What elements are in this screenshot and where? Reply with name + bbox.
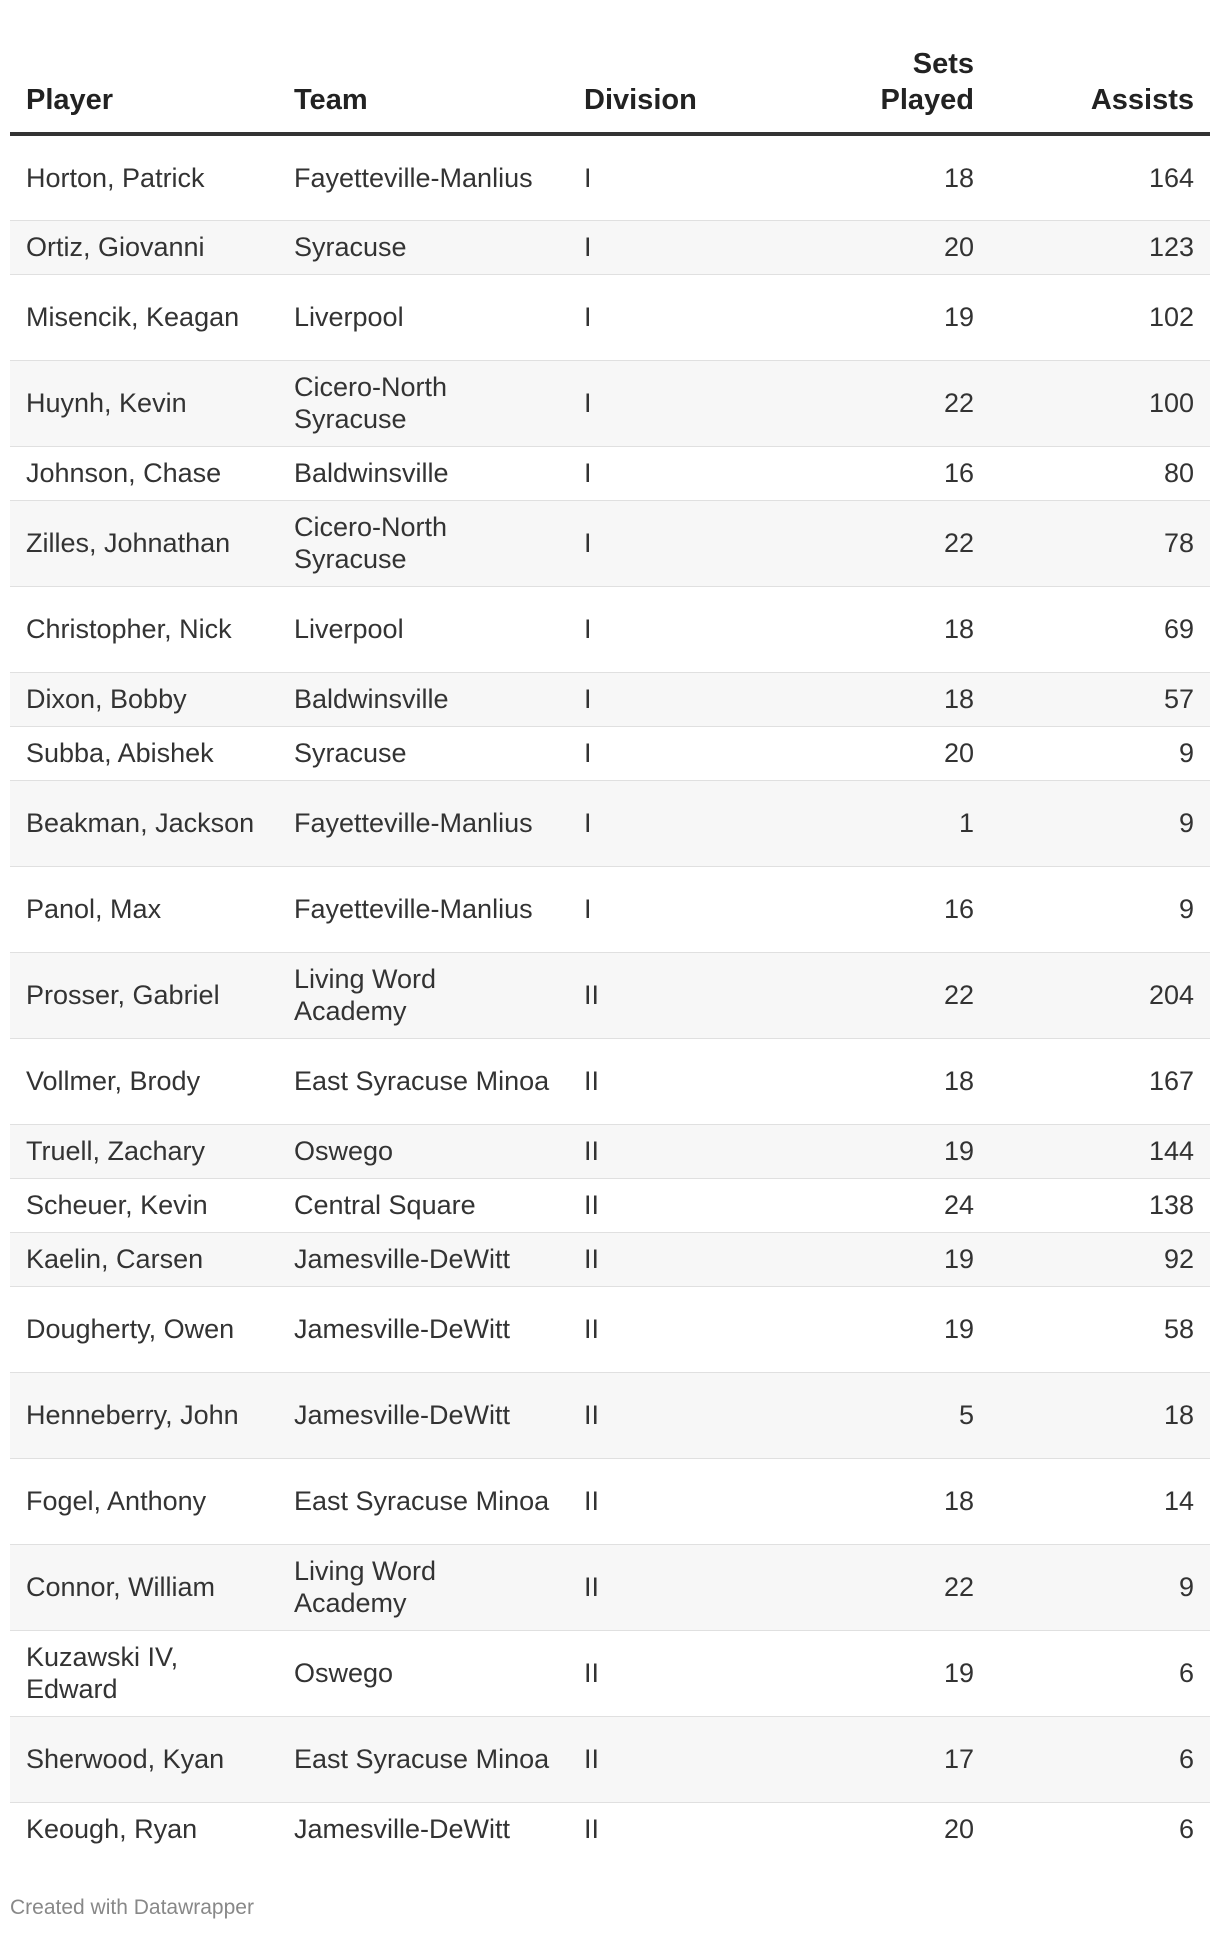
cell-assists: 9 bbox=[990, 780, 1210, 866]
cell-team: Jamesville-DeWitt bbox=[278, 1372, 568, 1458]
cell-assists: 9 bbox=[990, 1544, 1210, 1630]
cell-division: II bbox=[568, 1232, 720, 1286]
cell-division: II bbox=[568, 1038, 720, 1124]
cell-sets-played: 20 bbox=[943, 1814, 974, 1845]
cell-assists: 58 bbox=[990, 1286, 1210, 1372]
sets-played-header-text: Sets Played bbox=[880, 48, 974, 116]
cell-player: Misencik, Keagan bbox=[10, 274, 278, 360]
table-row bbox=[10, 726, 1210, 780]
cell-player: Dixon, Bobby bbox=[10, 672, 278, 726]
cell-sets-played: 17 bbox=[720, 1716, 990, 1802]
cell-team: East Syracuse Minoa bbox=[278, 1038, 568, 1124]
cell-assists: 18 bbox=[990, 1372, 1210, 1458]
cell-division: I bbox=[568, 500, 720, 586]
cell-assists: 6 bbox=[990, 1630, 1210, 1716]
cell-player: Subba, Abishek bbox=[10, 726, 278, 780]
column-header-team[interactable]: Team bbox=[278, 0, 568, 134]
cell-sets-played: 16 bbox=[720, 866, 990, 952]
cell-assists: 80 bbox=[990, 446, 1210, 500]
cell-team: Baldwinsville bbox=[278, 446, 568, 500]
cell-sets-played: 22 bbox=[720, 1544, 990, 1630]
cell-player: Ortiz, Giovanni bbox=[10, 220, 278, 274]
cell-team: Living Word Academy bbox=[278, 952, 568, 1038]
assists-table bbox=[10, 0, 1210, 1856]
cell-assists: 92 bbox=[990, 1232, 1210, 1286]
cell-division: I bbox=[568, 446, 720, 500]
cell-team: Cicero-North Syracuse bbox=[278, 500, 568, 586]
cell-player: Kuzawski IV, Edward bbox=[10, 1630, 278, 1716]
cell-assists: 9 bbox=[990, 726, 1210, 780]
cell-assists: 138 bbox=[990, 1178, 1210, 1232]
credit-footer: Created with Datawrapper bbox=[10, 1896, 254, 1919]
cell-player: Sherwood, Kyan bbox=[10, 1716, 278, 1802]
cell-team: Jamesville-DeWitt bbox=[278, 1232, 568, 1286]
cell-team: Oswego bbox=[278, 1630, 568, 1716]
cell-player: Christopher, Nick bbox=[10, 586, 278, 672]
cell-team: Jamesville-DeWitt bbox=[278, 1286, 568, 1372]
cell-team: Fayetteville-Manlius bbox=[278, 780, 568, 866]
cell-division: II bbox=[568, 1372, 720, 1458]
cell-assists: 144 bbox=[990, 1124, 1210, 1178]
cell-team: Fayetteville-Manlius bbox=[278, 134, 568, 220]
column-header-assists[interactable]: Assists bbox=[990, 0, 1210, 134]
cell-division: I bbox=[568, 780, 720, 866]
table-row bbox=[10, 1544, 1210, 1630]
cell-assists: 167 bbox=[990, 1038, 1210, 1124]
cell-player: Scheuer, Kevin bbox=[10, 1178, 278, 1232]
cell-player: Kaelin, Carsen bbox=[10, 1232, 278, 1286]
cell-player: Beakman, Jackson bbox=[10, 780, 278, 866]
cell-sets-played: 19 bbox=[720, 1286, 990, 1372]
cell-division: I bbox=[568, 586, 720, 672]
cell-assists: 204 bbox=[990, 952, 1210, 1038]
header-row bbox=[10, 0, 1210, 134]
cell-assists: 69 bbox=[990, 586, 1210, 672]
cell-sets-played: 18 bbox=[720, 672, 990, 726]
cell-sets-played: 22 bbox=[720, 952, 990, 1038]
cell-sets-played: 18 bbox=[720, 1038, 990, 1124]
table-row bbox=[10, 446, 1210, 500]
cell-player: Henneberry, John bbox=[10, 1372, 278, 1458]
cell-player: Vollmer, Brody bbox=[10, 1038, 278, 1124]
cell-assists: 102 bbox=[990, 274, 1210, 360]
table-row bbox=[10, 360, 1210, 446]
cell-division: I bbox=[568, 726, 720, 780]
cell-team: East Syracuse Minoa bbox=[278, 1458, 568, 1544]
cell-sets-played: 18 bbox=[720, 134, 990, 220]
cell-team: Oswego bbox=[278, 1124, 568, 1178]
table-row bbox=[10, 220, 1210, 274]
table-row bbox=[10, 780, 1210, 866]
table-row bbox=[10, 134, 1210, 220]
table-row bbox=[10, 952, 1210, 1038]
table-row bbox=[10, 1124, 1210, 1178]
cell-assists: 164 bbox=[990, 134, 1210, 220]
cell-player: Truell, Zachary bbox=[10, 1124, 278, 1178]
cell-sets-played: 22 bbox=[720, 360, 990, 446]
cell-division: I bbox=[568, 360, 720, 446]
cell-assists: 100 bbox=[990, 360, 1210, 446]
cell-team: Fayetteville-Manlius bbox=[278, 866, 568, 952]
cell-sets-played: 20 bbox=[720, 726, 990, 780]
stats-table-container bbox=[10, 0, 1210, 1856]
cell-division: II bbox=[568, 1716, 720, 1802]
table-row bbox=[10, 1630, 1210, 1716]
table-row bbox=[10, 1372, 1210, 1458]
cell-division: II bbox=[568, 952, 720, 1038]
column-header-division[interactable]: Division bbox=[568, 0, 720, 134]
cell-team: Cicero-North Syracuse bbox=[278, 360, 568, 446]
cell-division: II bbox=[568, 1544, 720, 1630]
cell-sets-played: 20 bbox=[720, 220, 990, 274]
column-header-player[interactable]: Player bbox=[10, 0, 278, 134]
table-row bbox=[10, 1716, 1210, 1802]
table-row bbox=[10, 672, 1210, 726]
cell-division: I bbox=[568, 220, 720, 274]
cell-team: East Syracuse Minoa bbox=[278, 1716, 568, 1802]
cell-division: I bbox=[568, 134, 720, 220]
cell-sets-played: 22 bbox=[720, 500, 990, 586]
cell-sets-played: 5 bbox=[720, 1372, 990, 1458]
cell-division: II bbox=[568, 1630, 720, 1716]
cell-player: Panol, Max bbox=[10, 866, 278, 952]
cell-sets-played: 1 bbox=[720, 780, 990, 866]
cell-player: Zilles, Johnathan bbox=[10, 500, 278, 586]
cell-division: II bbox=[568, 1458, 720, 1544]
table-row bbox=[10, 1802, 1210, 1856]
cell-sets-played: 16 bbox=[720, 446, 990, 500]
cell-division: I bbox=[568, 672, 720, 726]
cell-sets-played: 19 bbox=[720, 1124, 990, 1178]
table-row bbox=[10, 274, 1210, 360]
table-row bbox=[10, 1458, 1210, 1544]
cell-division: II bbox=[568, 1124, 720, 1178]
cell-player: Prosser, Gabriel bbox=[10, 952, 278, 1038]
cell-assists: 78 bbox=[990, 500, 1210, 586]
cell-player: Huynh, Kevin bbox=[10, 360, 278, 446]
column-header-sets-played[interactable] bbox=[720, 0, 990, 134]
table-row bbox=[10, 1038, 1210, 1124]
cell-team: Central Square bbox=[278, 1178, 568, 1232]
cell-division: I bbox=[568, 866, 720, 952]
cell-team: Syracuse bbox=[278, 726, 568, 780]
cell-assists: 14 bbox=[990, 1458, 1210, 1544]
cell-sets-played: 24 bbox=[720, 1178, 990, 1232]
cell-division: II bbox=[584, 1814, 600, 1845]
cell-team: Living Word Academy bbox=[278, 1544, 568, 1630]
cell-sets-played: 19 bbox=[720, 274, 990, 360]
table-row bbox=[10, 586, 1210, 672]
cell-player: Connor, William bbox=[10, 1544, 278, 1630]
cell-player: Horton, Patrick bbox=[10, 134, 278, 220]
cell-team: Liverpool bbox=[278, 586, 568, 672]
table-header bbox=[10, 0, 1210, 134]
cell-player: Johnson, Chase bbox=[10, 446, 278, 500]
table-row bbox=[10, 1286, 1210, 1372]
cell-player: Fogel, Anthony bbox=[10, 1458, 278, 1544]
cell-division: II bbox=[568, 1286, 720, 1372]
cell-sets-played: 19 bbox=[720, 1630, 990, 1716]
cell-assists: 123 bbox=[990, 220, 1210, 274]
cell-assists: 6 bbox=[1178, 1814, 1194, 1845]
cell-sets-played: 18 bbox=[720, 1458, 990, 1544]
cell-assists: 6 bbox=[990, 1716, 1210, 1802]
table-row bbox=[10, 866, 1210, 952]
cell-team: Syracuse bbox=[278, 220, 568, 274]
cell-player: Keough, Ryan bbox=[26, 1814, 198, 1845]
cell-team: Baldwinsville bbox=[278, 672, 568, 726]
cell-sets-played: 18 bbox=[720, 586, 990, 672]
cell-team: Liverpool bbox=[278, 274, 568, 360]
cell-division: II bbox=[568, 1178, 720, 1232]
cell-assists: 57 bbox=[990, 672, 1210, 726]
table-body bbox=[10, 134, 1210, 1856]
table-row bbox=[10, 1178, 1210, 1232]
cell-assists: 9 bbox=[990, 866, 1210, 952]
cell-division: I bbox=[568, 274, 720, 360]
table-row bbox=[10, 1232, 1210, 1286]
table-row bbox=[10, 500, 1210, 586]
cell-player: Dougherty, Owen bbox=[10, 1286, 278, 1372]
cell-sets-played: 19 bbox=[720, 1232, 990, 1286]
cell-team: Jamesville-DeWitt bbox=[294, 1814, 511, 1845]
